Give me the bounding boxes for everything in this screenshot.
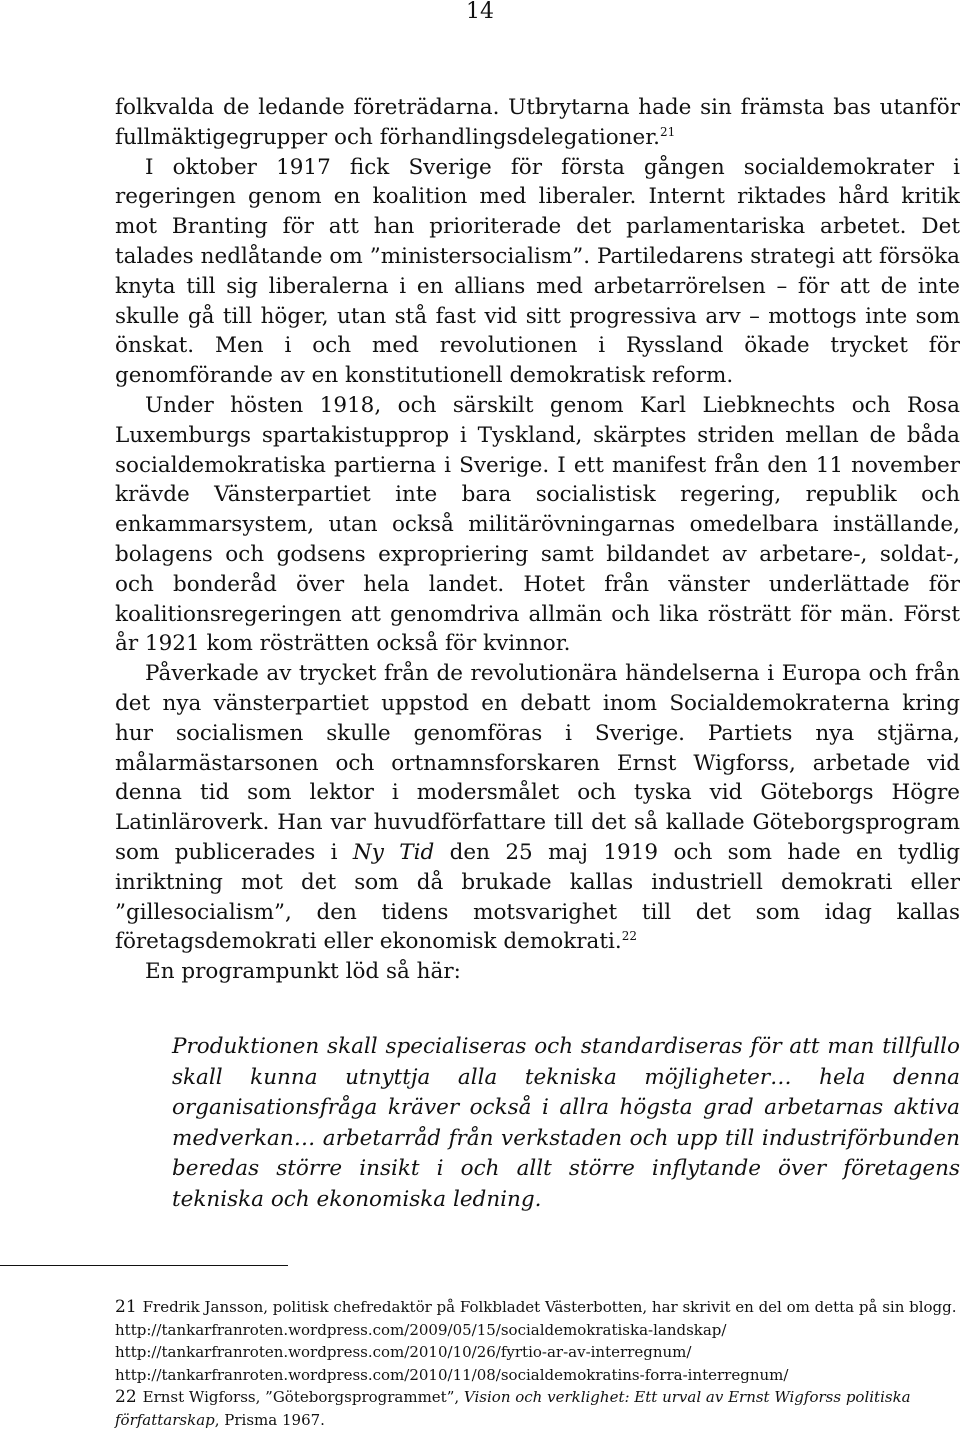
paragraph-1-text: folkvalda de ledande företrädarna. Utbrytarna hade sin främsta bas utanför fullmäktigegrupper och förhandlingsdelegationer. xyxy=(115,95,960,150)
footnote-ref-22[interactable]: 22 xyxy=(621,929,637,944)
paragraph-1 xyxy=(115,93,960,153)
block-quote: Produktionen skall specialiseras och standardiseras för att man tillfullo skall kunna utnyttja alla tekniska möjligheter… hela denna organisationsfråga kräver också i allra högsta grad arbetarnas aktiva medverkan… arbetarråd från verkstaden och upp till industriförbunden beredas större insikt i och allt större inflytande över företagens tekniska och ekonomiska ledning. xyxy=(172,1034,960,1212)
newspaper-title: Ny Tid xyxy=(352,839,435,865)
footnote-22-text-a: Ernst Wigforss, ”Göteborgsprogrammet”, xyxy=(142,1388,464,1407)
paragraph-5: En programpunkt löd så här: xyxy=(145,959,461,985)
paragraph-4-text-b: den 25 maj 1919 och som hade en tydlig inriktning mot det som då brukade kallas industriell demokrati eller ”gillesocialism”, den tidens motsvarighet till det som idag kallas företagsdemokrati eller ekonomisk demokrati. xyxy=(115,839,960,955)
footnote-22-book-title: Vision och verklighet: Ett urval av Ernst Wigforss politiska författarskap xyxy=(115,1388,911,1429)
footnote-divider xyxy=(0,1265,288,1266)
footnote-22-text-b: , Prisma 1967. xyxy=(214,1410,325,1429)
footnote-22 xyxy=(115,1386,960,1431)
footnote-21-number: 21 xyxy=(115,1297,137,1317)
footnote-21-text: Fredrik Jansson, politisk chefredaktör på Folkbladet Västerbotten, har skrivit en del om detta på sin blogg. xyxy=(142,1298,957,1316)
footnote-ref-21[interactable]: 21 xyxy=(660,124,676,139)
body-text xyxy=(115,93,960,987)
footnote-21-url-3[interactable]: http://tankarfranroten.wordpress.com/2010/11/08/socialdemokratins-forra-interregnum/ xyxy=(115,1365,789,1384)
paragraph-4 xyxy=(115,659,960,957)
paragraph-2: I oktober 1917 fick Sverige för första gången socialdemokrater i regeringen genom en koalition med liberaler. Internt riktades hård kritik mot Branting för att han prioriterade det parlamentariska arbetet. Det talades nedlåtande om ”ministersocialism”. Partiledarens strategi att försöka knyta till sig liberalerna i en allians med arbetarrörelsen – för att de inte skulle gå till höger, utan stå fast vid sitt progressiva arv – mottogs inte som önskat. Men i och med revolutionen i Ryssland ökade trycket för genomförande av en konstitutionell demokratisk reform. xyxy=(115,154,960,389)
footnotes xyxy=(115,1296,960,1432)
paragraph-3: Under hösten 1918, och särskilt genom Karl Liebknechts och Rosa Luxemburgs spartakistupprор i Tyskland, skärptes striden mellan de båda socialdemokratiska partierna i Sverige. I ett manifest från den 11 november krävde Vänsterpartiet inte bara socialistisk regering, republik och enkammarsystem, utan också militärövningarnas omedelbara inställande, bolagens och godsens expropriering samt bildandet av arbetare-, soldat-, och bonderåd över hela landet. Hotet från vänster underlättade för koalitionsregeringen att genomdriva allmän och lika rösträtt för män. Först år 1921 kom rösträtten också för kvinnor. xyxy=(115,392,960,657)
footnote-22-number: 22 xyxy=(115,1387,137,1408)
footnote-21-url-2[interactable]: http://tankarfranroten.wordpress.com/2010/10/26/fyrtio-ar-av-interregnum/ xyxy=(115,1343,692,1362)
footnote-21-url-1[interactable]: http://tankarfranroten.wordpress.com/2009/05/15/socialdemokratiska-landskap/ xyxy=(115,1320,727,1339)
footnote-21 xyxy=(115,1296,960,1386)
paragraph-4-text-a: Påverkade av trycket från de revolutionära händelserna i Europa och från det nya vänsterpartiet uppstod en debatt inom Socialdemokraterna kring hur socialismen skulle genomföras i Sverige. Partiets nya stjärna, målarmästarsonen och ortnamnsforskaren Ernst Wigforss, arbetade vid denna tid som lektor i modersmålet och tyska vid Göteborgs Högre Latinläroverk. Han var huvudförfattare till det så kallade Göteborgsprogram som publicerades i xyxy=(115,661,960,865)
page-number: 14 xyxy=(466,0,494,24)
